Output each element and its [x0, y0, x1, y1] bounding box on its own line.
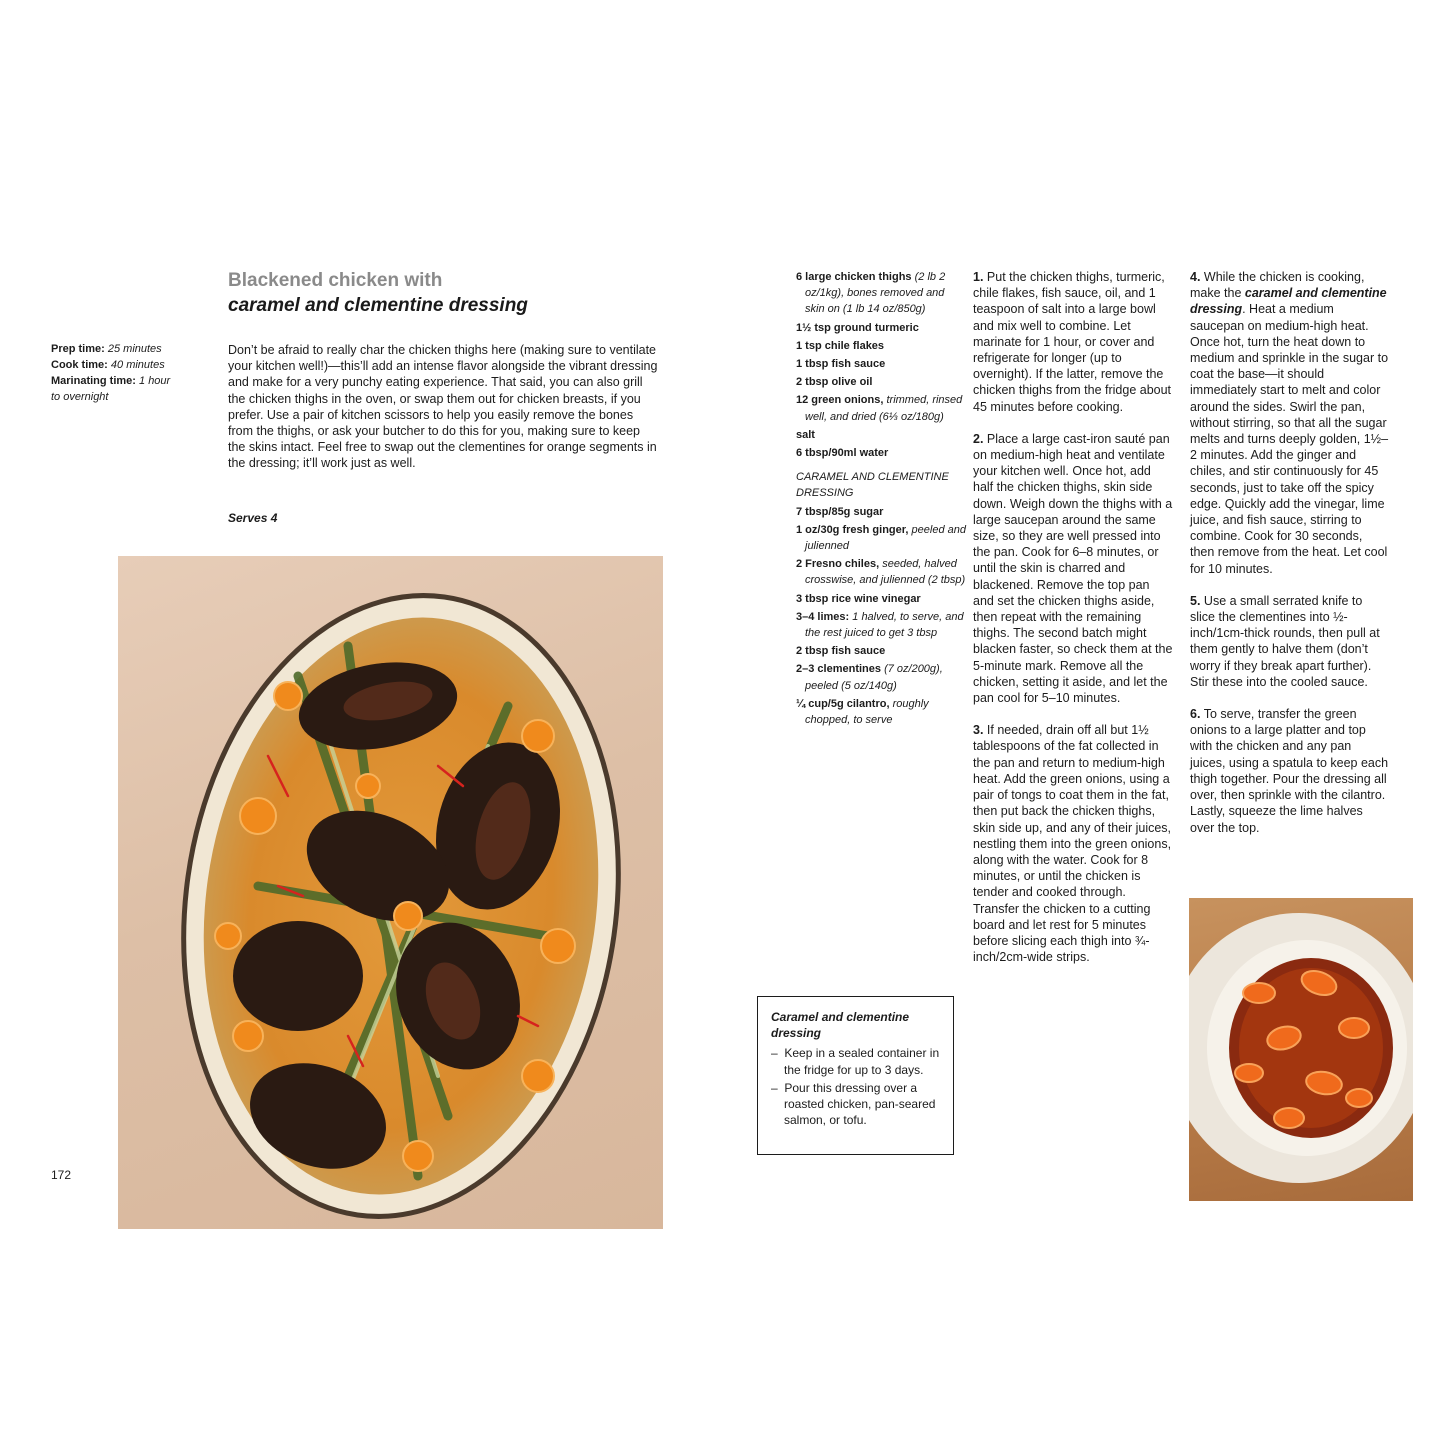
step-5: 5. Use a small serrated knife to slice the clementines into ½-inch/1cm-thick rounds, then pull at them gently to halve them (don’t worry if they break apart further). Stir these into the cooled sauce. [1190, 593, 1380, 689]
step-3: 3. If needed, drain off all but 1½ tablespoons of the fat collected in the pan and return to medium-high heat. Add the green onions, using a pair of tongs to coat them in the fat, then put back the chicken thighs, skin side up, and any of their juices, nestling them into the green onions, along with the water. Cook for 8 minutes, or until the chicken is tender and cooked through. Transfer the chicken to a cutting board and let rest for 5 minutes before slicing each thigh into ¾-inch/2cm-wide strips. [973, 723, 1172, 965]
storage-note-box [757, 996, 954, 1155]
ingredient-item: 6 tbsp/90ml water [796, 447, 889, 460]
storage-note-heading: Caramel and clementine dressing [771, 1010, 910, 1041]
cook-time-label: Cook time: [51, 359, 108, 371]
dressing-bowl-illustration [1189, 898, 1413, 1201]
method-column-2 [1190, 269, 1390, 852]
recipe-intro: Don’t be afraid to really char the chicken thighs here (making sure to ventilate your kitchen well!)—this’ll add an intense flavor alongside the vibrant dressing and make for a very punchy eating experience. That said, you can also grill the chicken thighs in the oven, or swap them out for chicken breasts, if you prefer. Use a pair of kitchen scissors to help you easily remove the bones from the thighs, or ask your butcher to do this for you, making sure to keep the skins intact. Feel free to swap out the clementines for orange segments in the dressing; it’ll work just as well. [228, 343, 658, 471]
ingredient-item: salt [796, 428, 815, 441]
recipe-serves: Serves 4 [228, 511, 278, 525]
dressing-ingredient-item: 2 tbsp fish sauce [796, 645, 886, 658]
ingredient-item: 1½ tsp ground turmeric [796, 321, 919, 334]
marinate-time-value-cont: to overnight [51, 391, 109, 403]
storage-note-item: – Pour this dressing over a roasted chicken, pan-seared salmon, or tofu. [771, 1080, 936, 1128]
step-4: 4. While the chicken is cooking, make the caramel and clementine dressing. Heat a medium saucepan on medium-high heat. Once hot, turn the heat down to medium and sprinkle in the sugar to coat the base—it should immediately start to melt and color around the sides. Swirl the pan, without stirring, so that all the sugar melts and turns deeply golden, 1½–2 minutes. Add the ginger and chiles, and stir continuously for 45 seconds, just to take off the spicy edge. Quickly add the vinegar, lime juice, and fish sauce, stirring to combine. Cook for 30 seconds, then remove from the heat. Let cool for 10 minutes. [1190, 270, 1389, 576]
step-6: 6. To serve, transfer the green onions to a large platter and top with the chicken and any pan juices, using a spatula to keep each thigh together. Pour the dressing all over, then sprinkle with the cilantro. Lastly, squeeze the lime halves over the top. [1190, 707, 1389, 835]
recipe-title-line1: Blackened chicken with [228, 270, 443, 291]
dressing-ingredient-item: 3 tbsp rice wine vinegar [796, 592, 921, 605]
ingredient-item: 12 green onions, trimmed, rinsed well, and dried (6⅓ oz/180g) [796, 394, 963, 423]
dressing-ingredient-item: ¼ cup/5g cilantro, roughly chopped, to serve [796, 697, 929, 727]
ingredients-list [796, 269, 966, 730]
dressing-ingredient-item: 3–4 limes: 1 halved, to serve, and the rest juiced to get 3 tbsp [796, 610, 964, 640]
chicken-platter-illustration [118, 556, 663, 1229]
method-column-1 [973, 269, 1173, 981]
storage-note-item: – Keep in a sealed container in the fridge for up to 3 days. [771, 1046, 940, 1077]
dressing-ingredient-item: 7 tbsp/85g sugar [796, 505, 884, 518]
recipe-times [51, 341, 221, 405]
dressing-heading: CARAMEL AND CLEMENTINE DRESSING [796, 471, 949, 500]
prep-time-value: 25 minutes [107, 343, 162, 355]
ingredient-item: 1 tsp chile flakes [796, 339, 885, 352]
dressing-ingredient-item: 2–3 clementines (7 oz/200g), peeled (5 oz/140g) [796, 663, 943, 692]
ingredient-item: 2 tbsp olive oil [796, 376, 873, 389]
marinate-time-value: 1 hour [139, 375, 171, 387]
recipe-title-line2: caramel and clementine dressing [228, 295, 528, 316]
recipe-title [228, 268, 668, 318]
page-number: 172 [51, 1168, 72, 1182]
step-1: 1. Put the chicken thighs, turmeric, chile flakes, fish sauce, oil, and 1 teaspoon of salt into a large bowl and mix well to combine. Let marinate for 1 hour, or cover and refrigerate for longer (up to overnight). If the latter, remove the chicken thighs from the fridge about 45 minutes before cooking. [973, 270, 1172, 414]
step-2: 2. Place a large cast-iron sauté pan on medium-high heat and ventilate your kitchen well. Once hot, add half the chicken thighs, skin side down. Weigh down the thighs with a large saucepan around the same size, so they are well pressed into the pan. Cook for 6–8 minutes, or until the skin is charred and blackened. Remove the top pan and set the chicken thighs aside, then repeat with the remaining thighs. The second batch might blacken faster, so check them at the 5-minute mark. Remove all the chicken, setting it aside, and let the pan cool for 5–10 minutes. [973, 431, 1173, 706]
chicken-platter-photo [118, 556, 663, 1229]
dressing-ingredient-item: 2 Fresno chiles, seeded, halved crosswise, and julienned (2 tbsp) [796, 558, 966, 587]
dressing-bowl-photo [1189, 898, 1413, 1201]
prep-time-label: Prep time: [51, 343, 105, 355]
dressing-ingredient-item: 1 oz/30g fresh ginger, peeled and julienned [796, 523, 966, 553]
marinate-time-label: Marinating time: [51, 375, 136, 387]
cook-time-value: 40 minutes [110, 359, 165, 371]
ingredient-item: 1 tbsp fish sauce [796, 358, 886, 371]
ingredient-item: 6 large chicken thighs (2 lb 2 oz/1kg), bones removed and skin on (1 lb 14 oz/850g) [796, 271, 946, 316]
